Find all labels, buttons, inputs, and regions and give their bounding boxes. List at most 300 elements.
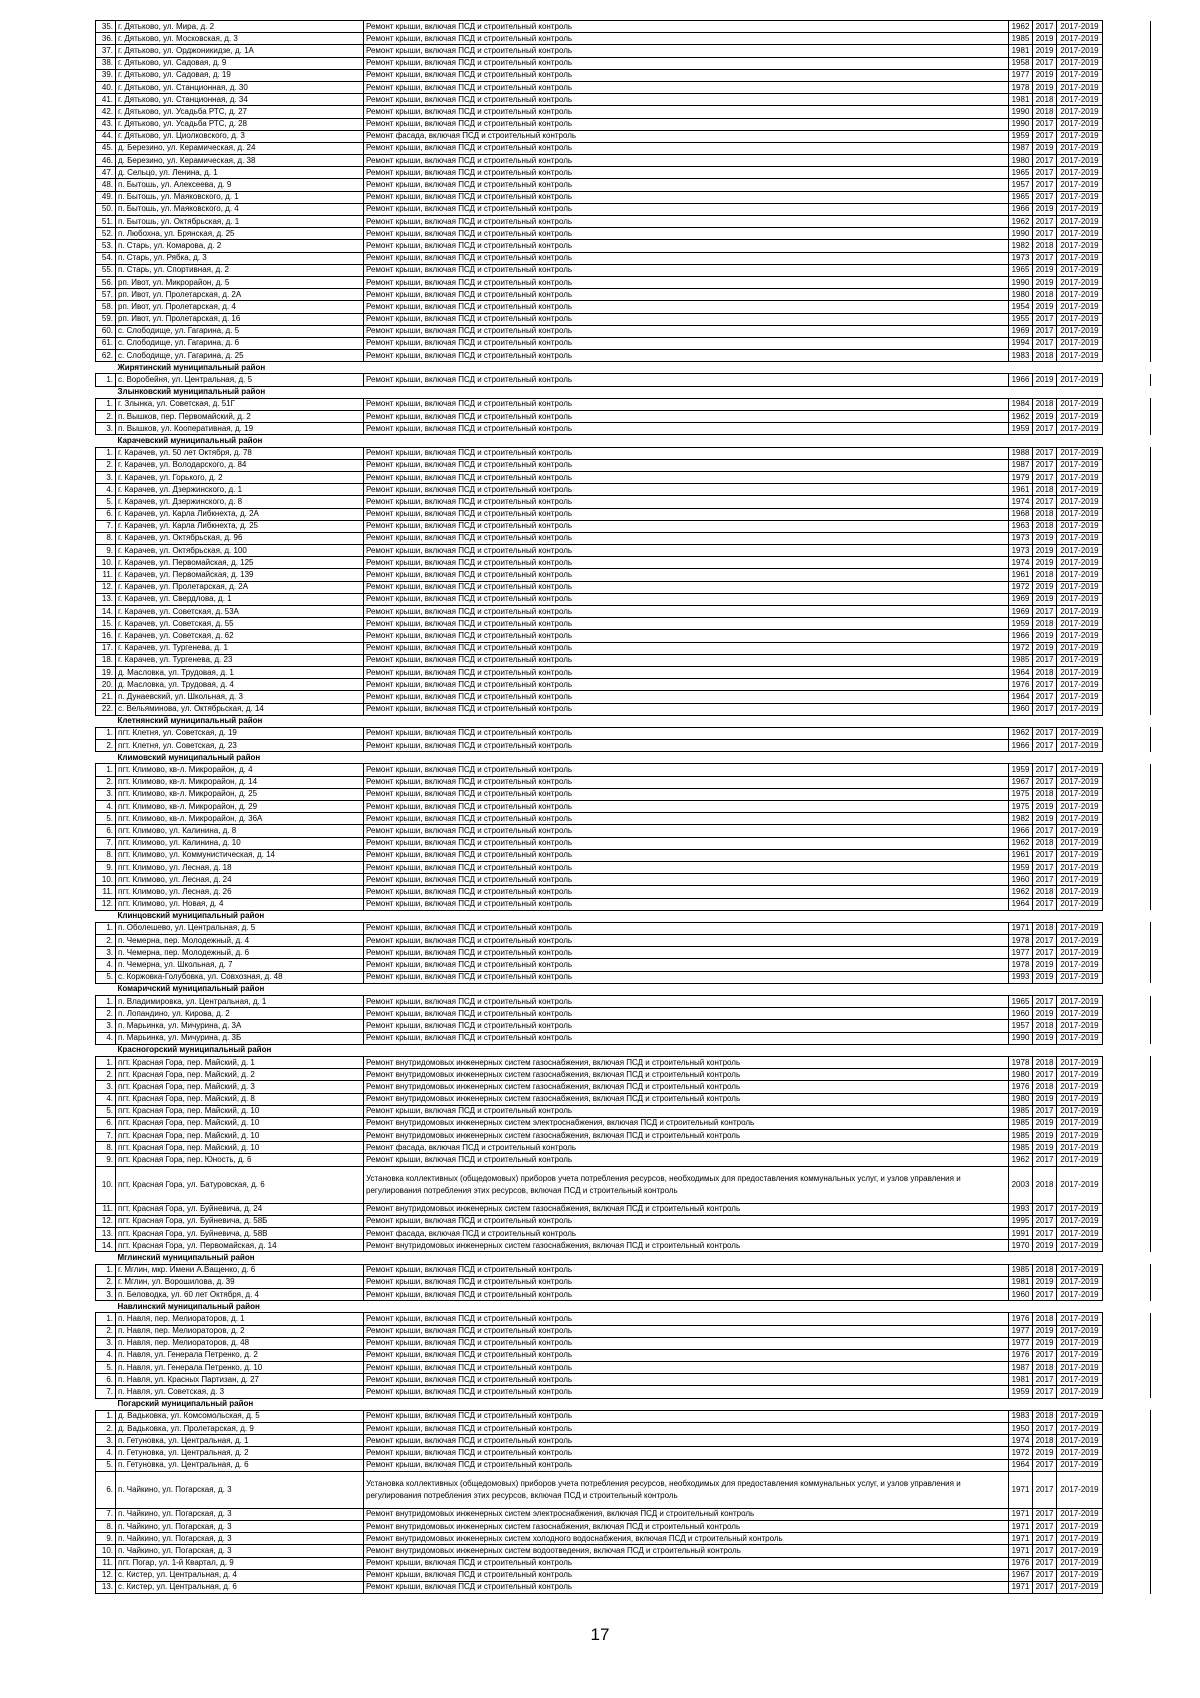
program-period-cell: 2017-2019 xyxy=(1057,849,1103,861)
address-cell: г. Дятьково, ул. Станционная, д. 30 xyxy=(116,81,364,93)
row-number: 3. xyxy=(96,1435,116,1447)
blank-column-cell xyxy=(1103,398,1151,410)
planned-year-cell: 2017 xyxy=(1033,1459,1057,1471)
planned-year-cell: 2017 xyxy=(1033,606,1057,618)
blank-column-cell xyxy=(1103,666,1151,678)
work-type-cell: Ремонт внутридомовых инженерных систем газоснабжения, включая ПСД и строительный контроль xyxy=(364,1093,1009,1105)
program-period-cell: 2017-2019 xyxy=(1057,374,1103,386)
district-name: Злынковский муниципальный район xyxy=(116,386,364,398)
table-row xyxy=(96,1056,1151,1068)
work-type-cell: Ремонт крыши, включая ПСД и строительный контроль xyxy=(364,496,1009,508)
table-row xyxy=(96,106,1151,118)
year-built-cell: 1977 xyxy=(1009,1325,1033,1337)
work-type-cell: Ремонт крыши, включая ПСД и строительный контроль xyxy=(364,1154,1009,1166)
row-number: 2. xyxy=(96,459,116,471)
blank-column-cell xyxy=(1103,69,1151,81)
blank-column-cell xyxy=(1103,1276,1151,1288)
planned-year-cell: 2019 xyxy=(1033,1337,1057,1349)
blank-column-cell xyxy=(1103,947,1151,959)
year-built-cell: 1977 xyxy=(1009,69,1033,81)
work-type-cell: Ремонт крыши, включая ПСД и строительный контроль xyxy=(364,289,1009,301)
blank-column-cell xyxy=(1103,1240,1151,1252)
work-type-cell: Ремонт крыши, включая ПСД и строительный контроль xyxy=(364,1581,1009,1593)
table-row xyxy=(96,398,1151,410)
planned-year-cell: 2018 xyxy=(1033,666,1057,678)
work-type-cell: Ремонт крыши, включая ПСД и строительный контроль xyxy=(364,398,1009,410)
year-built-cell: 1990 xyxy=(1009,118,1033,130)
address-cell: г. Карачев, ул. Тургенева, д. 23 xyxy=(116,654,364,666)
work-type-cell: Ремонт крыши, включая ПСД и строительный контроль xyxy=(364,861,1009,873)
table-row xyxy=(96,325,1151,337)
program-period-cell: 2017-2019 xyxy=(1057,971,1103,983)
planned-year-cell: 2018 xyxy=(1033,837,1057,849)
blank-column-cell xyxy=(1103,825,1151,837)
year-built-cell: 1969 xyxy=(1009,606,1033,618)
blank-column-cell xyxy=(1103,630,1151,642)
address-cell: г. Дятьково, ул. Садовая, д. 9 xyxy=(116,57,364,69)
planned-year-cell: 2019 xyxy=(1033,411,1057,423)
year-built-cell: 1988 xyxy=(1009,447,1033,459)
program-period-cell: 2017-2019 xyxy=(1057,240,1103,252)
planned-year-cell: 2019 xyxy=(1033,301,1057,313)
program-period-cell: 2017-2019 xyxy=(1057,727,1103,739)
planned-year-cell: 2017 xyxy=(1033,313,1057,325)
year-built-cell: 1959 xyxy=(1009,1386,1033,1398)
table-row xyxy=(96,45,1151,57)
table-row xyxy=(96,1386,1151,1398)
table-row xyxy=(96,1032,1151,1044)
work-type-cell: Ремонт крыши, включая ПСД и строительный контроль xyxy=(364,276,1009,288)
program-period-cell: 2017-2019 xyxy=(1057,1459,1103,1471)
planned-year-cell: 2018 xyxy=(1033,508,1057,520)
work-type-cell: Ремонт крыши, включая ПСД и строительный контроль xyxy=(364,837,1009,849)
table-row xyxy=(96,1142,1151,1154)
blank-column-cell xyxy=(1103,1142,1151,1154)
program-period-cell: 2017-2019 xyxy=(1057,1557,1103,1569)
program-period-cell: 2017-2019 xyxy=(1057,423,1103,435)
planned-year-cell: 2019 xyxy=(1033,1240,1057,1252)
planned-year-cell: 2019 xyxy=(1033,593,1057,605)
planned-year-cell: 2019 xyxy=(1033,1142,1057,1154)
blank-column-cell xyxy=(1103,618,1151,630)
address-cell: г. Дятьково, ул. Орджоникидзе, д. 1А xyxy=(116,45,364,57)
row-number: 14. xyxy=(96,606,116,618)
work-type-cell: Ремонт крыши, включая ПСД и строительный контроль xyxy=(364,874,1009,886)
address-cell: пгт. Климово, кв-л. Микрорайон, д. 25 xyxy=(116,788,364,800)
year-built-cell: 1975 xyxy=(1009,801,1033,813)
planned-year-cell: 2019 xyxy=(1033,264,1057,276)
year-built-cell: 1974 xyxy=(1009,496,1033,508)
district-header-row xyxy=(96,386,1151,398)
blank-column-cell xyxy=(1103,130,1151,142)
year-built-cell: 1973 xyxy=(1009,252,1033,264)
year-built-cell: 1961 xyxy=(1009,569,1033,581)
address-cell: г. Мглин, ул. Ворошилова, д. 39 xyxy=(116,1276,364,1288)
table-row xyxy=(96,813,1151,825)
blank-column-cell xyxy=(1103,289,1151,301)
address-cell: пгт. Климово, ул. Лесная, д. 18 xyxy=(116,861,364,873)
address-cell: д. Вадьковка, ул. Пролетарская, д. 9 xyxy=(116,1423,364,1435)
blank-column-cell xyxy=(1103,447,1151,459)
work-type-cell: Ремонт крыши, включая ПСД и строительный контроль xyxy=(364,45,1009,57)
row-number: 52. xyxy=(96,228,116,240)
planned-year-cell: 2017 xyxy=(1033,130,1057,142)
blank-column-cell xyxy=(1103,703,1151,715)
table-row xyxy=(96,703,1151,715)
row-number: 11. xyxy=(96,886,116,898)
year-built-cell: 1970 xyxy=(1009,1240,1033,1252)
year-built-cell: 1957 xyxy=(1009,1020,1033,1032)
row-number: 39. xyxy=(96,69,116,81)
year-built-cell: 1982 xyxy=(1009,813,1033,825)
table-row xyxy=(96,1569,1151,1581)
row-number: 3. xyxy=(96,1337,116,1349)
year-built-cell: 1980 xyxy=(1009,155,1033,167)
address-cell: г. Карачев, ул. Советская, д. 55 xyxy=(116,618,364,630)
row-number: 1. xyxy=(96,1313,116,1325)
program-period-cell: 2017-2019 xyxy=(1057,593,1103,605)
planned-year-cell: 2018 xyxy=(1033,788,1057,800)
work-type-cell: Ремонт крыши, включая ПСД и строительный контроль xyxy=(364,81,1009,93)
table-row xyxy=(96,1337,1151,1349)
district-name: Красногорский муниципальный район xyxy=(116,1044,364,1056)
work-type-cell: Ремонт крыши, включая ПСД и строительный контроль xyxy=(364,935,1009,947)
work-type-cell: Ремонт крыши, включая ПСД и строительный контроль xyxy=(364,764,1009,776)
year-built-cell: 1973 xyxy=(1009,532,1033,544)
work-type-cell: Ремонт внутридомовых инженерных систем водоотведения, включая ПСД и строительный контроль xyxy=(364,1545,1009,1557)
program-period-cell: 2017-2019 xyxy=(1057,1276,1103,1288)
work-type-cell: Ремонт крыши, включая ПСД и строительный контроль xyxy=(364,325,1009,337)
year-built-cell: 1969 xyxy=(1009,325,1033,337)
program-period-cell: 2017-2019 xyxy=(1057,398,1103,410)
planned-year-cell: 2018 xyxy=(1033,1313,1057,1325)
work-type-cell: Ремонт крыши, включая ПСД и строительный контроль xyxy=(364,167,1009,179)
planned-year-cell: 2019 xyxy=(1033,69,1057,81)
planned-year-cell: 2017 xyxy=(1033,167,1057,179)
year-built-cell: 1967 xyxy=(1009,776,1033,788)
row-number: 18. xyxy=(96,654,116,666)
program-period-cell: 2017-2019 xyxy=(1057,1166,1103,1203)
address-cell: г. Дятьково, ул. Мира, д. 2 xyxy=(116,21,364,33)
planned-year-cell: 2017 xyxy=(1033,57,1057,69)
blank-column-cell xyxy=(1103,1508,1151,1520)
table-row xyxy=(96,727,1151,739)
address-cell: д. Березино, ул. Керамическая, д. 24 xyxy=(116,142,364,154)
work-type-cell: Ремонт крыши, включая ПСД и строительный контроль xyxy=(364,898,1009,910)
planned-year-cell: 2019 xyxy=(1033,545,1057,557)
address-cell: г. Дятьково, ул. Садовая, д. 19 xyxy=(116,69,364,81)
row-number: 6. xyxy=(96,825,116,837)
blank-column-cell xyxy=(1103,1313,1151,1325)
table-row xyxy=(96,606,1151,618)
program-period-cell: 2017-2019 xyxy=(1057,1349,1103,1361)
work-type-cell: Ремонт внутридомовых инженерных систем электроснабжения, включая ПСД и строительный контроль xyxy=(364,1117,1009,1129)
blank-column-cell xyxy=(1103,922,1151,934)
row-number: 5. xyxy=(96,813,116,825)
row-number: 44. xyxy=(96,130,116,142)
address-cell: рп. Ивот, ул. Пролетарская, д. 2А xyxy=(116,289,364,301)
work-type-cell: Ремонт крыши, включая ПСД и строительный контроль xyxy=(364,1349,1009,1361)
address-cell: г. Карачев, ул. Дзержинского, д. 1 xyxy=(116,484,364,496)
table-row xyxy=(96,569,1151,581)
year-built-cell: 1966 xyxy=(1009,203,1033,215)
planned-year-cell: 2017 xyxy=(1033,496,1057,508)
program-period-cell: 2017-2019 xyxy=(1057,1435,1103,1447)
row-number: 4. xyxy=(96,801,116,813)
work-type-cell: Ремонт крыши, включая ПСД и строительный контроль xyxy=(364,545,1009,557)
work-type-cell: Ремонт внутридомовых инженерных систем газоснабжения, включая ПСД и строительный контроль xyxy=(364,1069,1009,1081)
table-row xyxy=(96,167,1151,179)
address-cell: пгт. Красная Гора, пер. Юность, д. 6 xyxy=(116,1154,364,1166)
table-row xyxy=(96,118,1151,130)
work-type-cell: Ремонт крыши, включая ПСД и строительный контроль xyxy=(364,301,1009,313)
work-type-cell: Ремонт крыши, включая ПСД и строительный контроль xyxy=(364,1337,1009,1349)
table-row xyxy=(96,898,1151,910)
blank-column-cell xyxy=(1103,337,1151,349)
address-cell: пгт. Красная Гора, пер. Майский, д. 8 xyxy=(116,1093,364,1105)
year-built-cell: 1984 xyxy=(1009,398,1033,410)
program-period-cell: 2017-2019 xyxy=(1057,1447,1103,1459)
table-row xyxy=(96,1471,1151,1508)
blank-column-cell xyxy=(1103,106,1151,118)
blank-column-cell xyxy=(1103,1569,1151,1581)
work-type-cell: Ремонт крыши, включая ПСД и строительный контроль xyxy=(364,21,1009,33)
row-number: 1. xyxy=(96,1410,116,1422)
table-row xyxy=(96,1130,1151,1142)
address-cell: п. Чемерна, пер. Молодежный, д. 4 xyxy=(116,935,364,947)
row-number: 20. xyxy=(96,679,116,691)
blank-column-cell xyxy=(1103,21,1151,33)
row-number: 59. xyxy=(96,313,116,325)
year-built-cell: 1977 xyxy=(1009,947,1033,959)
row-number: 2. xyxy=(96,935,116,947)
table-row xyxy=(96,203,1151,215)
work-type-cell: Ремонт крыши, включая ПСД и строительный контроль xyxy=(364,654,1009,666)
work-type-cell: Установка коллективных (общедомовых) приборов учета потребления ресурсов, необходимых для предоставления коммунальных услуг, и узлов управления и регулирования потребления этих ресурсов, включая ПСД и строительный контроль xyxy=(364,1471,1009,1508)
blank-column-cell xyxy=(1103,411,1151,423)
blank-column-cell xyxy=(1103,459,1151,471)
year-built-cell: 1955 xyxy=(1009,313,1033,325)
address-cell: пгт. Климово, ул. Лесная, д. 24 xyxy=(116,874,364,886)
work-type-cell: Ремонт внутридомовых инженерных систем холодного водоснабжения, включая ПСД и строительный контроль xyxy=(364,1533,1009,1545)
year-built-cell: 1960 xyxy=(1009,703,1033,715)
row-number: 4. xyxy=(96,1349,116,1361)
address-cell: п. Любохна, ул. Брянская, д. 25 xyxy=(116,228,364,240)
row-number: 11. xyxy=(96,1557,116,1569)
row-number: 14. xyxy=(96,1240,116,1252)
year-built-cell: 1966 xyxy=(1009,630,1033,642)
planned-year-cell: 2017 xyxy=(1033,252,1057,264)
planned-year-cell: 2017 xyxy=(1033,1545,1057,1557)
table-row xyxy=(96,508,1151,520)
row-number: 7. xyxy=(96,837,116,849)
district-header-row xyxy=(96,1301,1151,1313)
table-row xyxy=(96,423,1151,435)
work-type-cell: Ремонт внутридомовых инженерных систем газоснабжения, включая ПСД и строительный контроль xyxy=(364,1240,1009,1252)
year-built-cell: 1985 xyxy=(1009,1142,1033,1154)
work-type-cell: Ремонт крыши, включая ПСД и строительный контроль xyxy=(364,1423,1009,1435)
row-number: 6. xyxy=(96,508,116,520)
table-row xyxy=(96,240,1151,252)
program-period-cell: 2017-2019 xyxy=(1057,1374,1103,1386)
blank-column-cell xyxy=(1103,33,1151,45)
row-number: 8. xyxy=(96,532,116,544)
planned-year-cell: 2017 xyxy=(1033,861,1057,873)
program-period-cell: 2017-2019 xyxy=(1057,764,1103,776)
district-header-row xyxy=(96,1398,1151,1410)
blank-column-cell xyxy=(1103,874,1151,886)
planned-year-cell: 2017 xyxy=(1033,1154,1057,1166)
table-body xyxy=(96,21,1151,1594)
blank-column-cell xyxy=(1103,886,1151,898)
row-number: 1. xyxy=(96,922,116,934)
row-number: 3. xyxy=(96,423,116,435)
year-built-cell: 1960 xyxy=(1009,1288,1033,1300)
address-cell: п. Дунаевский, ул. Школьная, д. 3 xyxy=(116,691,364,703)
program-period-cell: 2017-2019 xyxy=(1057,825,1103,837)
row-number: 13. xyxy=(96,1581,116,1593)
program-period-cell: 2017-2019 xyxy=(1057,569,1103,581)
blank-column-cell xyxy=(1103,764,1151,776)
table-row xyxy=(96,666,1151,678)
address-cell: п. Беловодка, ул. 60 лет Октября, д. 4 xyxy=(116,1288,364,1300)
address-cell: пгт. Красная Гора, пер. Майский, д. 3 xyxy=(116,1081,364,1093)
repair-program-table xyxy=(95,20,1151,1594)
table-row xyxy=(96,1508,1151,1520)
planned-year-cell: 2019 xyxy=(1033,1130,1057,1142)
blank-column-cell xyxy=(1103,861,1151,873)
table-row xyxy=(96,1581,1151,1593)
district-header-row xyxy=(96,362,1151,374)
planned-year-cell: 2018 xyxy=(1033,106,1057,118)
table-row xyxy=(96,155,1151,167)
address-cell: п. Гетуновка, ул. Центральная, д. 1 xyxy=(116,1435,364,1447)
year-built-cell: 1985 xyxy=(1009,1117,1033,1129)
work-type-cell: Ремонт крыши, включая ПСД и строительный контроль xyxy=(364,520,1009,532)
row-number: 4. xyxy=(96,1032,116,1044)
planned-year-cell: 2017 xyxy=(1033,764,1057,776)
blank-column-cell xyxy=(1103,142,1151,154)
address-cell: с. Слободище, ул. Гагарина, д. 5 xyxy=(116,325,364,337)
table-row xyxy=(96,301,1151,313)
program-period-cell: 2017-2019 xyxy=(1057,1020,1103,1032)
program-period-cell: 2017-2019 xyxy=(1057,886,1103,898)
program-period-cell: 2017-2019 xyxy=(1057,1471,1103,1508)
program-period-cell: 2017-2019 xyxy=(1057,837,1103,849)
program-period-cell: 2017-2019 xyxy=(1057,1520,1103,1532)
planned-year-cell: 2019 xyxy=(1033,1117,1057,1129)
planned-year-cell: 2017 xyxy=(1033,1203,1057,1215)
year-built-cell: 1987 xyxy=(1009,459,1033,471)
row-number: 2. xyxy=(96,1069,116,1081)
table-row xyxy=(96,776,1151,788)
row-number: 3. xyxy=(96,1288,116,1300)
blank-column-cell xyxy=(1103,520,1151,532)
row-number: 6. xyxy=(96,1117,116,1129)
blank-column-cell xyxy=(1103,1533,1151,1545)
planned-year-cell: 2019 xyxy=(1033,1008,1057,1020)
work-type-cell: Ремонт крыши, включая ПСД и строительный контроль xyxy=(364,216,1009,228)
district-header-row xyxy=(96,1252,1151,1264)
table-row xyxy=(96,1459,1151,1471)
planned-year-cell: 2017 xyxy=(1033,1228,1057,1240)
row-number: 2. xyxy=(96,411,116,423)
year-built-cell: 1966 xyxy=(1009,740,1033,752)
address-cell: рп. Ивот, ул. Пролетарская, д. 4 xyxy=(116,301,364,313)
address-cell: д. Масловка, ул. Трудовая, д. 4 xyxy=(116,679,364,691)
address-cell: п. Чайкино, ул. Погарская, д. 3 xyxy=(116,1471,364,1508)
row-number: 56. xyxy=(96,276,116,288)
address-cell: п. Бытошь, ул. Октябрьская, д. 1 xyxy=(116,216,364,228)
year-built-cell: 1974 xyxy=(1009,1435,1033,1447)
year-built-cell: 1965 xyxy=(1009,264,1033,276)
blank-column-cell xyxy=(1103,1557,1151,1569)
year-built-cell: 1980 xyxy=(1009,1093,1033,1105)
row-number: 2. xyxy=(96,1276,116,1288)
district-name: Клетнянский муниципальный район xyxy=(116,715,364,727)
planned-year-cell: 2017 xyxy=(1033,1508,1057,1520)
table-row xyxy=(96,947,1151,959)
planned-year-cell: 2017 xyxy=(1033,654,1057,666)
program-period-cell: 2017-2019 xyxy=(1057,252,1103,264)
blank-column-cell xyxy=(1103,898,1151,910)
year-built-cell: 1964 xyxy=(1009,691,1033,703)
year-built-cell: 1973 xyxy=(1009,545,1033,557)
table-row xyxy=(96,1093,1151,1105)
planned-year-cell: 2017 xyxy=(1033,679,1057,691)
table-row xyxy=(96,94,1151,106)
program-period-cell: 2017-2019 xyxy=(1057,788,1103,800)
blank-column-cell xyxy=(1103,1032,1151,1044)
program-period-cell: 2017-2019 xyxy=(1057,155,1103,167)
program-period-cell: 2017-2019 xyxy=(1057,947,1103,959)
table-row xyxy=(96,1240,1151,1252)
program-period-cell: 2017-2019 xyxy=(1057,313,1103,325)
year-built-cell: 1962 xyxy=(1009,21,1033,33)
blank-column-cell xyxy=(1103,496,1151,508)
district-name: Погарский муниципальный район xyxy=(116,1398,364,1410)
address-cell: пгт. Красная Гора, ул. Буйневича, д. 58Б xyxy=(116,1215,364,1227)
blank-column-cell xyxy=(1103,57,1151,69)
row-number: 2. xyxy=(96,776,116,788)
year-built-cell: 1965 xyxy=(1009,996,1033,1008)
work-type-cell: Ремонт крыши, включая ПСД и строительный контроль xyxy=(364,1447,1009,1459)
work-type-cell: Ремонт крыши, включая ПСД и строительный контроль xyxy=(364,606,1009,618)
work-type-cell: Ремонт крыши, включая ПСД и строительный контроль xyxy=(364,630,1009,642)
table-row xyxy=(96,1325,1151,1337)
row-number: 1. xyxy=(96,1264,116,1276)
address-cell: пгт. Климово, ул. Калинина, д. 10 xyxy=(116,837,364,849)
program-period-cell: 2017-2019 xyxy=(1057,1313,1103,1325)
program-period-cell: 2017-2019 xyxy=(1057,520,1103,532)
table-row xyxy=(96,581,1151,593)
year-built-cell: 1965 xyxy=(1009,191,1033,203)
address-cell: п. Навля, ул. Генерала Петренко, д. 2 xyxy=(116,1349,364,1361)
program-period-cell: 2017-2019 xyxy=(1057,679,1103,691)
blank-column-cell xyxy=(1103,81,1151,93)
year-built-cell: 1979 xyxy=(1009,471,1033,483)
table-row xyxy=(96,1105,1151,1117)
row-number: 5. xyxy=(96,496,116,508)
blank-column-cell xyxy=(1103,1447,1151,1459)
program-period-cell: 2017-2019 xyxy=(1057,1240,1103,1252)
program-period-cell: 2017-2019 xyxy=(1057,1093,1103,1105)
year-built-cell: 1980 xyxy=(1009,289,1033,301)
planned-year-cell: 2017 xyxy=(1033,447,1057,459)
address-cell: п. Марьинка, ул. Мичурина, д. 3А xyxy=(116,1020,364,1032)
work-type-cell: Ремонт крыши, включая ПСД и строительный контроль xyxy=(364,801,1009,813)
table-row xyxy=(96,1203,1151,1215)
